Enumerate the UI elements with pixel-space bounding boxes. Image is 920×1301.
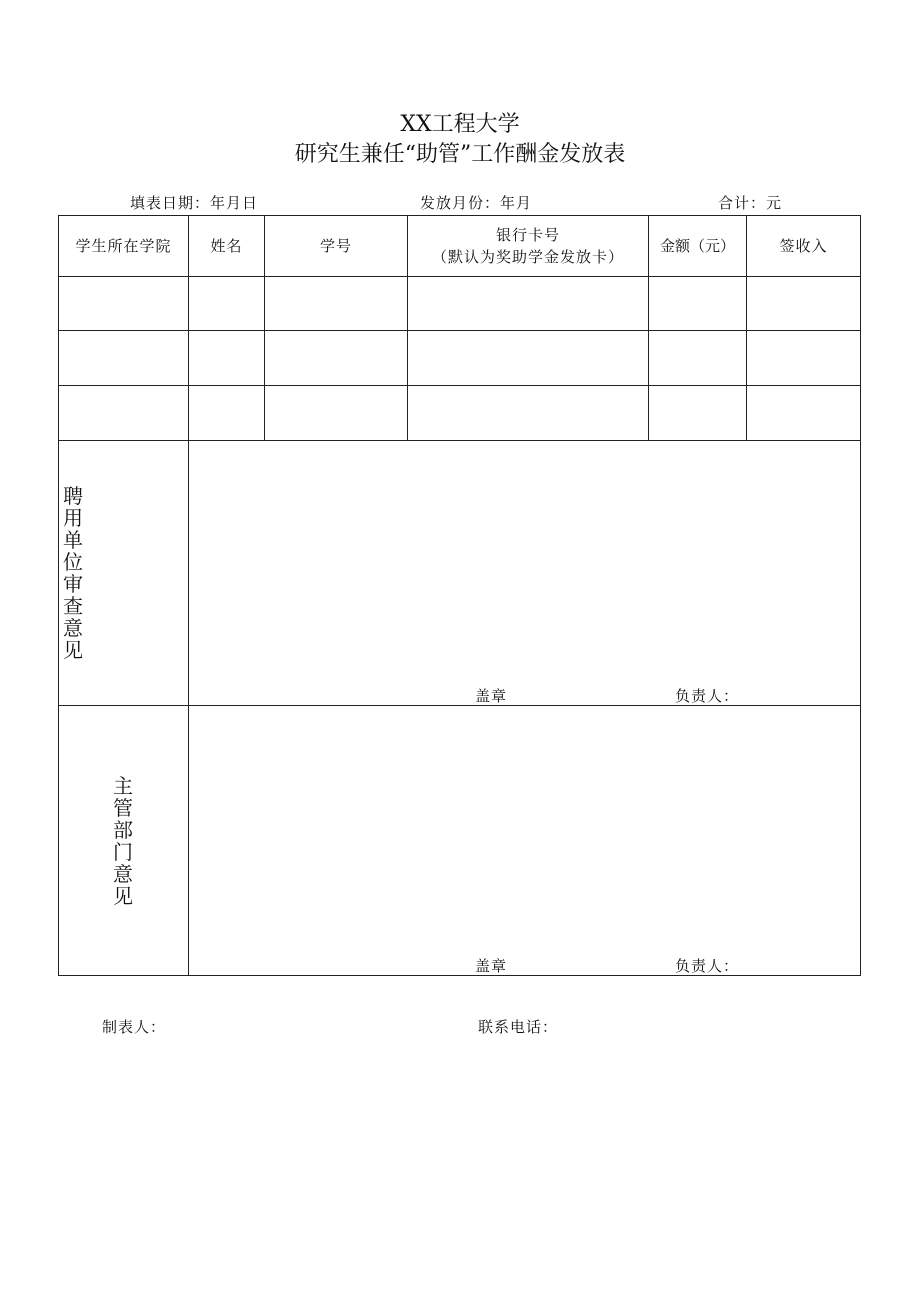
row-divider [58, 440, 861, 441]
fill-date-label: 填表日期：年月日 [130, 194, 259, 212]
header-row-divider [58, 276, 861, 277]
department-seal-label: 盖章 [475, 957, 508, 975]
table-border-bottom [58, 975, 861, 976]
document-title-line2: 研究生兼任“助管”工作酬金发放表 [294, 142, 626, 167]
issue-month-label: 发放月份：年月 [420, 194, 533, 212]
header-college: 学生所在学院 [75, 237, 172, 255]
phone-label: 联系电话： [478, 1018, 559, 1036]
employer-seal-label: 盖章 [475, 687, 508, 705]
payment-table [58, 215, 861, 976]
document-title-line1: XX工程大学 [400, 112, 520, 137]
employer-responsible-label: 负责人： [675, 687, 740, 705]
header-name: 姓名 [210, 237, 243, 255]
header-amount: 金额（元） [659, 237, 735, 255]
total-label: 合计：元 [718, 194, 783, 212]
header-bank-card [408, 216, 648, 276]
employer-opinion-label: 聘用单位审查意见 [63, 484, 83, 662]
department-responsible-label: 负责人： [675, 957, 740, 975]
row-divider [58, 385, 861, 386]
preparer-label: 制表人： [102, 1018, 167, 1036]
header-bank-card-note: （默认为奖助学金发放卡） [431, 248, 624, 266]
header-bank-card-label: 银行卡号 [495, 226, 560, 244]
header-student-id: 学号 [319, 237, 352, 255]
header-signature: 签收入 [779, 237, 828, 255]
row-divider [58, 330, 861, 331]
section-divider [58, 705, 861, 706]
table-border-right [860, 215, 861, 976]
column-divider [188, 215, 189, 976]
department-opinion-label: 主管部门意见 [113, 774, 133, 908]
